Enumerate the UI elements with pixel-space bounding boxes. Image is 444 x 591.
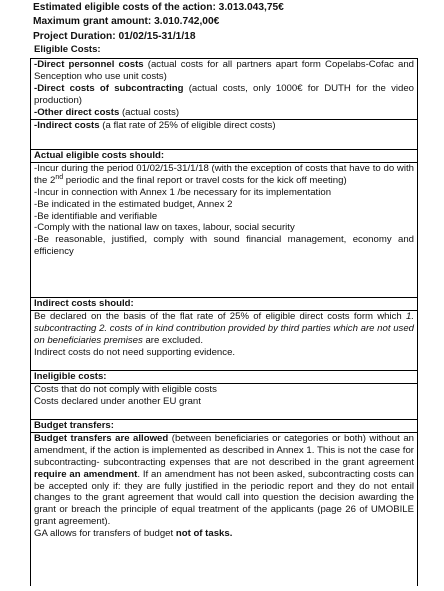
indirect-rule-text-a: Be declared on the basis of the flat rate of 25% of eligible direct costs form which (34, 310, 406, 322)
budget-ga-note (34, 528, 414, 540)
item-period-superscript: nd (55, 173, 64, 181)
ineligible-costs-body (31, 383, 417, 408)
budget-transfers-section (31, 419, 417, 586)
indirect-costs-label: -Indirect costs (34, 119, 100, 131)
eligible-costs-section (31, 58, 417, 148)
indirect-rule-italic: 1. subcontracting 2. costs of in kind contribution provided by third parties which are not used on beneficiaries premises (34, 310, 414, 346)
budget-ga-bold: not of tasks. (175, 528, 233, 540)
item-period-text-b: periodic and the final report or travel costs for the kick off meeting) (63, 174, 347, 186)
indirect-costs-rule (34, 311, 414, 347)
cost-rules-table (30, 44, 418, 586)
ineligible-item-other-grant: Costs declared under another EU grant (34, 395, 201, 407)
ineligible-item-noncompliant: Costs that do not comply with eligible costs (34, 383, 217, 395)
personnel-costs-item (34, 59, 414, 83)
actual-eligible-item-period (34, 163, 414, 187)
item-period-text-a: -Incur during the period 01/02/15-31/1/18 (with the exception of costs that have to do with the 2 (34, 162, 414, 186)
actual-eligible-item-reasonable: -Be reasonable, justified, comply with sound financial management, economy and efficiency (34, 234, 414, 258)
actual-eligible-list (31, 162, 417, 258)
subcontracting-costs-text: (actual costs, only 1000€ for DUTH for the video production) (34, 82, 415, 106)
ineligible-costs-title: Ineligible costs: (34, 371, 107, 382)
eligible-costs-title-row (31, 44, 417, 58)
subcontracting-costs-item (34, 83, 414, 107)
budget-transfers-title: Budget transfers: (34, 420, 114, 431)
budget-rule-bold-allowed: Budget transfers are allowed (34, 432, 169, 444)
project-duration-line: Project Duration: 01/02/15-31/1/18 (33, 31, 196, 42)
max-grant-line: Maximum grant amount: 3.010.742,00€ (33, 16, 220, 27)
personnel-costs-label: -Direct personnel costs (34, 59, 144, 70)
actual-eligible-item-verifiable: -Be identifiable and verifiable (34, 210, 158, 222)
indirect-costs-item (31, 119, 417, 132)
budget-ga-text: GA allows for transfers of budget (34, 528, 176, 540)
actual-eligible-title: Actual eligible costs should: (34, 150, 165, 161)
budget-rule-bold-amendment: require an amendment (34, 468, 138, 480)
other-direct-costs-item (34, 107, 414, 119)
subcontracting-costs-label: -Direct costs of subcontracting (34, 82, 184, 94)
personnel-costs-text: (actual costs for all partners apart form Copelabs-Cofac and Senception who use unit costs) (34, 59, 414, 82)
indirect-rule-text-b: are excluded. (142, 334, 204, 346)
other-direct-costs-text: (actual costs) (119, 106, 180, 118)
actual-eligible-item-law: -Comply with the national law on taxes, labour, social security (34, 222, 295, 234)
indirect-costs-note: Indirect costs do not need supporting evidence. (34, 346, 236, 358)
ineligible-costs-section (31, 370, 417, 418)
other-direct-costs-label: -Other direct costs (34, 106, 120, 118)
actual-eligible-item-annex: -Incur in connection with Annex 1 /be necessary for its implementation (34, 186, 332, 198)
budget-rule-text-1: (between beneficiaries or categories or both) without an amendment, if the action is implemented as described in Annex 1. This is not the case for subcontracting- subcontracting expenses that are not described in the grant agreement (34, 432, 414, 468)
eligible-costs-title: Eligible Costs: (34, 44, 101, 55)
budget-transfers-rule (34, 433, 414, 528)
estimated-costs-line: Estimated eligible costs of the action: 3.013.043,75€ (33, 2, 284, 13)
budget-transfers-body (31, 432, 417, 540)
indirect-costs-section (31, 297, 417, 369)
indirect-costs-title: Indirect costs should: (34, 298, 134, 309)
budget-rule-text-2: . If an amendment has not been asked, subcontracting costs can be accepted only if: they are fully justified in the periodic report and they do not entail changes to the grant agreement that would call into question the decision awarding the grant or breach the principle of equal treatment of the applicants (page 26 of UMOBILE grant agreement). (34, 468, 414, 528)
indirect-costs-body (31, 310, 417, 359)
actual-eligible-item-budget: -Be indicated in the estimated budget, Annex 2 (34, 198, 233, 210)
indirect-costs-text: (a flat rate of 25% of eligible direct costs) (99, 119, 276, 131)
actual-eligible-section (31, 149, 417, 285)
